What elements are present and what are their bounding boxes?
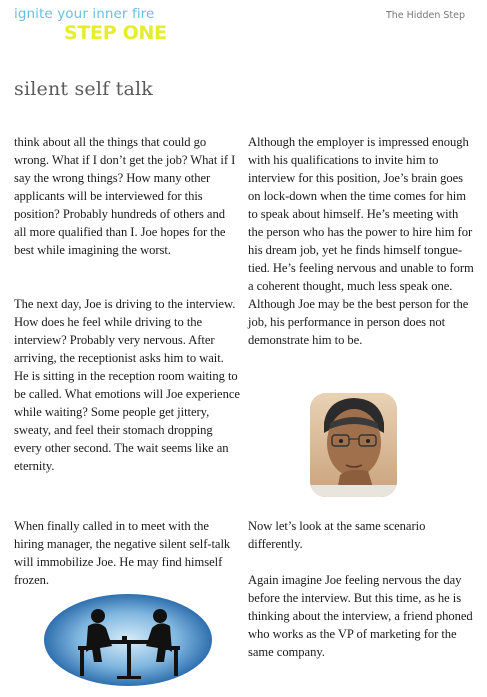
- thinking-man-photo: [310, 393, 397, 497]
- paragraph: Although the employer is impressed enough with his qualifications to invite him to interview for this position, Joe’s brain goes on lock-down when the time comes for him to speak about himself. He’s meeting with the person who has the power to hire him for his dream job, yet he finds himself tongue-tied. He’s feeling nervous and unable to form a coherent thought, much less speak one. Although Joe may be the best person for the job, his performance in person does not demonstrate him to be.: [248, 135, 474, 347]
- tagline: ignite your inner fire: [14, 6, 155, 22]
- book-title: The Hidden Step: [385, 10, 465, 21]
- interview-illustration: [42, 592, 214, 692]
- paragraph: The next day, Joe is driving to the interview. How does he feel while driving to the interview? Probably very nervous. After arriving, the receptionist asks him to wait. He is sitting in the reception room waiting to be called. What emotions will Joe experience while waiting? Some people get jittery, sweaty, and feel their stomach dropping every other second. The wait seems like an eternity.: [14, 297, 240, 473]
- paragraph: think about all the things that could go wrong. What if I don’t get the job? What if I say the wrong things? How many other applicants will be interviewed for this position? Probably hundreds of others and all more qualified than I. Joe hopes for the best while imagining the worst.: [14, 135, 236, 257]
- section-title: silent self talk: [14, 78, 153, 100]
- step-heading: STEP ONE: [64, 22, 167, 44]
- paragraph: Again imagine Joe feeling nervous the day before the interview. But this time, as he is thinking about the interview, a friend phoned who works as the VP of marketing for the same company.: [248, 573, 473, 659]
- paragraph: When finally called in to meet with the hiring manager, the negative silent self-talk will immobilize Joe. He may find himself frozen.: [14, 519, 231, 587]
- paragraph: Now let’s look at the same scenario differently.: [248, 519, 426, 551]
